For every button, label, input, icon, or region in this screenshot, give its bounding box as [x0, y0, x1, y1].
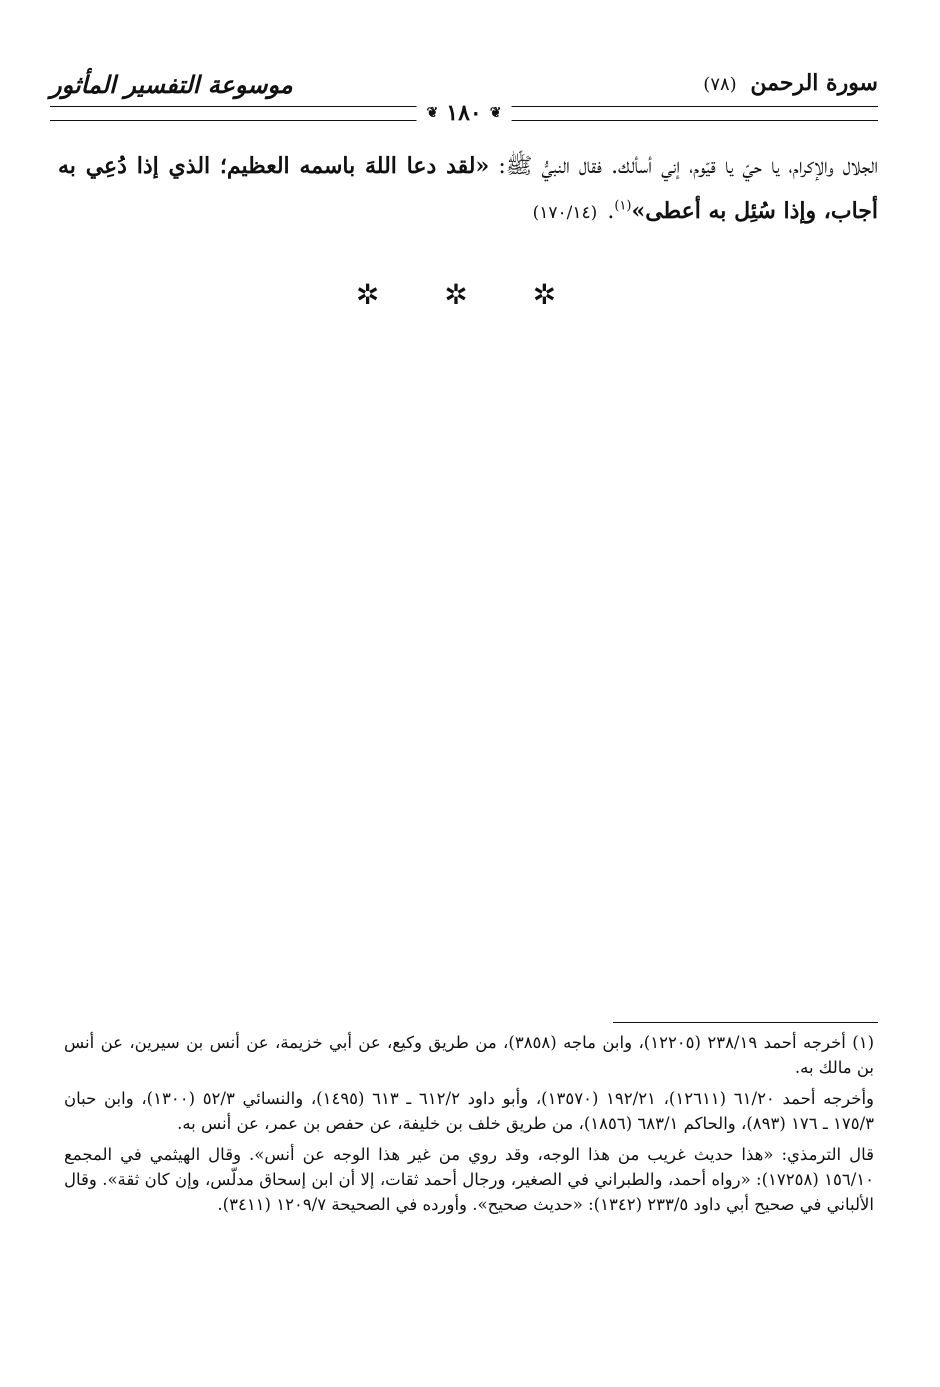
narration-text: الجلال والإكرام، يا حيّ يا قيّوم، إني أسألك. فقال النبيُّ ﷺ: [489, 154, 878, 179]
page-header [50, 70, 878, 132]
footnote-rule [613, 1022, 878, 1023]
surah-number: (٧٨) [703, 74, 737, 95]
ornament-icon: ❦ [489, 105, 502, 121]
sentence-end: . [607, 199, 615, 224]
footnotes [64, 1030, 874, 1223]
page-number-block [417, 100, 512, 126]
footnote-paragraph: وأخرجه أحمد ٦١/٢٠ (١٢٦١١)، ١٩٢/٢١ (١٣٥٧٠)، وأبو داود ٦١٢/٢ ـ ٦١٣ (١٤٩٥)، والنسائي ٥٢/٣ (١٣٠٠)، وابن حبان ١٧٥/٣ ـ ١٧٦ (٨٩٣)، والحاكم ٦٨٣/١ (١٨٥٦)، من طريق خلف بن خليفة، عن حفص بن عمر، عن أنس به. [64, 1089, 875, 1133]
main-text [58, 144, 878, 235]
section-separator: ✲ ✲ ✲ [355, 278, 585, 311]
footnote-paragraph: قال الترمذي: «هذا حديث غريب من هذا الوجه، وقد روي من غير هذا الوجه عن أنس». وقال الهيثمي في المجمع ١٥٦/١٠ (١٧٢٥٨): «رواه أحمد، والطبراني في الصغير، ورجال أحمد ثقات، إلا أن ابن إسحاق مدلّس، وإن كان ثقة». وقال الألباني في صحيح أبي داود ٢٣٣/٥ (١٣٤٢): «حديث صحيح». وأورده في الصحيحة ١٢٠٩/٧ (٣٤١١). [64, 1145, 874, 1214]
ornament-icon: ❦ [426, 105, 439, 121]
book-title: موسوعة التفسير المأثور [50, 70, 293, 99]
footnote-marker: (١) [614, 198, 632, 214]
surah-name: سورة الرحمن [750, 70, 878, 96]
page-number: ١٨٠ [446, 100, 482, 126]
hadith-quote: «لقد دعا اللهَ باسمه العظيم؛ الذي إذا دُعِي به أجاب، وإذا سُئِل به أعطى» [58, 153, 878, 224]
surah-title [703, 70, 878, 96]
volume-reference: (١٧٠/١٤) [532, 203, 598, 223]
footnote-paragraph: (١) أخرجه أحمد ٢٣٨/١٩ (١٢٢٠٥)، وابن ماجه (٣٨٥٨)، من طريق وكيع، عن أبي خزيمة، عن أنس بن سيرين، عن أنس بن مالك به. [64, 1033, 874, 1077]
